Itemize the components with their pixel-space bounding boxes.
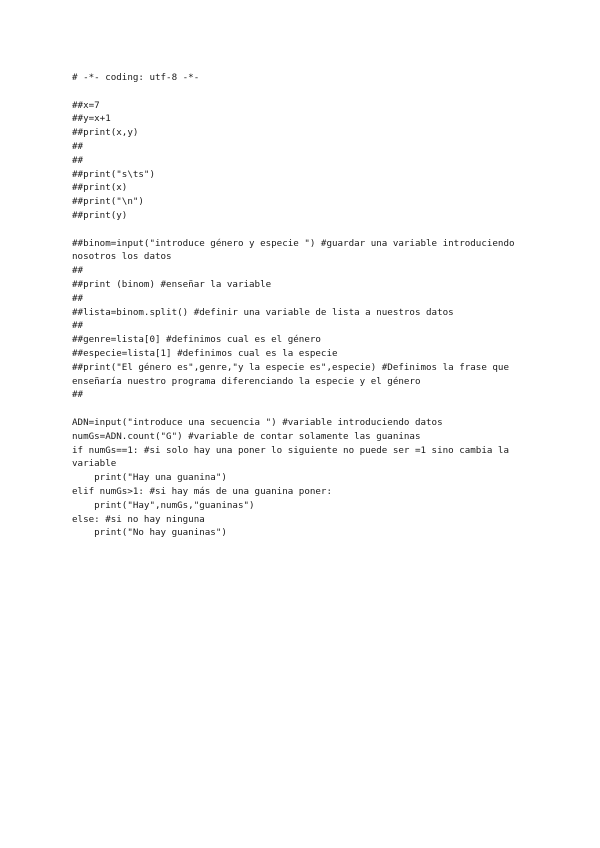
code-line — [72, 85, 532, 99]
code-line: ADN=input("introduce una secuencia ") #variable introduciendo datos — [72, 416, 443, 428]
code-line: ## — [72, 265, 84, 277]
code-line: if numGs==1: #si solo hay una poner lo siguiente no puede ser =1 sino cambia la variable — [72, 444, 515, 470]
code-line: ##print("s\ts") — [72, 168, 155, 180]
code-line: ##binom=input("introduce género y especie ") #guardar una variable introduciendo nosotros los datos — [72, 237, 521, 263]
code-line: ##print (binom) #enseñar la variable — [72, 278, 272, 290]
code-line: ##y=x+1 — [72, 113, 111, 125]
code-line: ##x=7 — [72, 99, 100, 111]
code-line: ##lista=binom.split() #definir una variable de lista a nuestros datos — [72, 306, 454, 318]
code-line: print("Hay",numGs,"guaninas") — [72, 499, 255, 511]
code-line: ##especie=lista[1] #definimos cual es la especie — [72, 347, 338, 359]
code-line: ## — [72, 389, 84, 401]
code-line: ## — [72, 140, 84, 152]
code-line: ##print("\n") — [72, 196, 144, 208]
code-line: ##print(y) — [72, 209, 128, 221]
code-line: ## — [72, 154, 84, 166]
code-line: elif numGs>1: #si hay más de una guanina poner: — [72, 485, 332, 497]
code-line: numGs=ADN.count("G") #variable de contar solamente las guaninas — [72, 430, 421, 442]
code-line: else: #si no hay ninguna — [72, 513, 205, 525]
code-line — [72, 223, 532, 237]
code-line: ##genre=lista[0] #definimos cual es el género — [72, 334, 321, 346]
code-line — [72, 402, 532, 416]
code-listing — [72, 71, 532, 540]
code-line: ## — [72, 320, 84, 332]
code-line: ##print(x,y) — [72, 127, 139, 139]
code-line: ## — [72, 292, 84, 304]
code-line: # -*- coding: utf-8 -*- — [72, 72, 200, 83]
code-line: print("No hay guaninas") — [72, 527, 227, 539]
code-line: ##print("El género es",genre,"y la especie es",especie) #Definimos la frase que enseñaría nuestro programa diferenciando la especie y el género — [72, 361, 515, 387]
code-line: print("Hay una guanina") — [72, 472, 227, 484]
code-line: ##print(x) — [72, 182, 128, 194]
